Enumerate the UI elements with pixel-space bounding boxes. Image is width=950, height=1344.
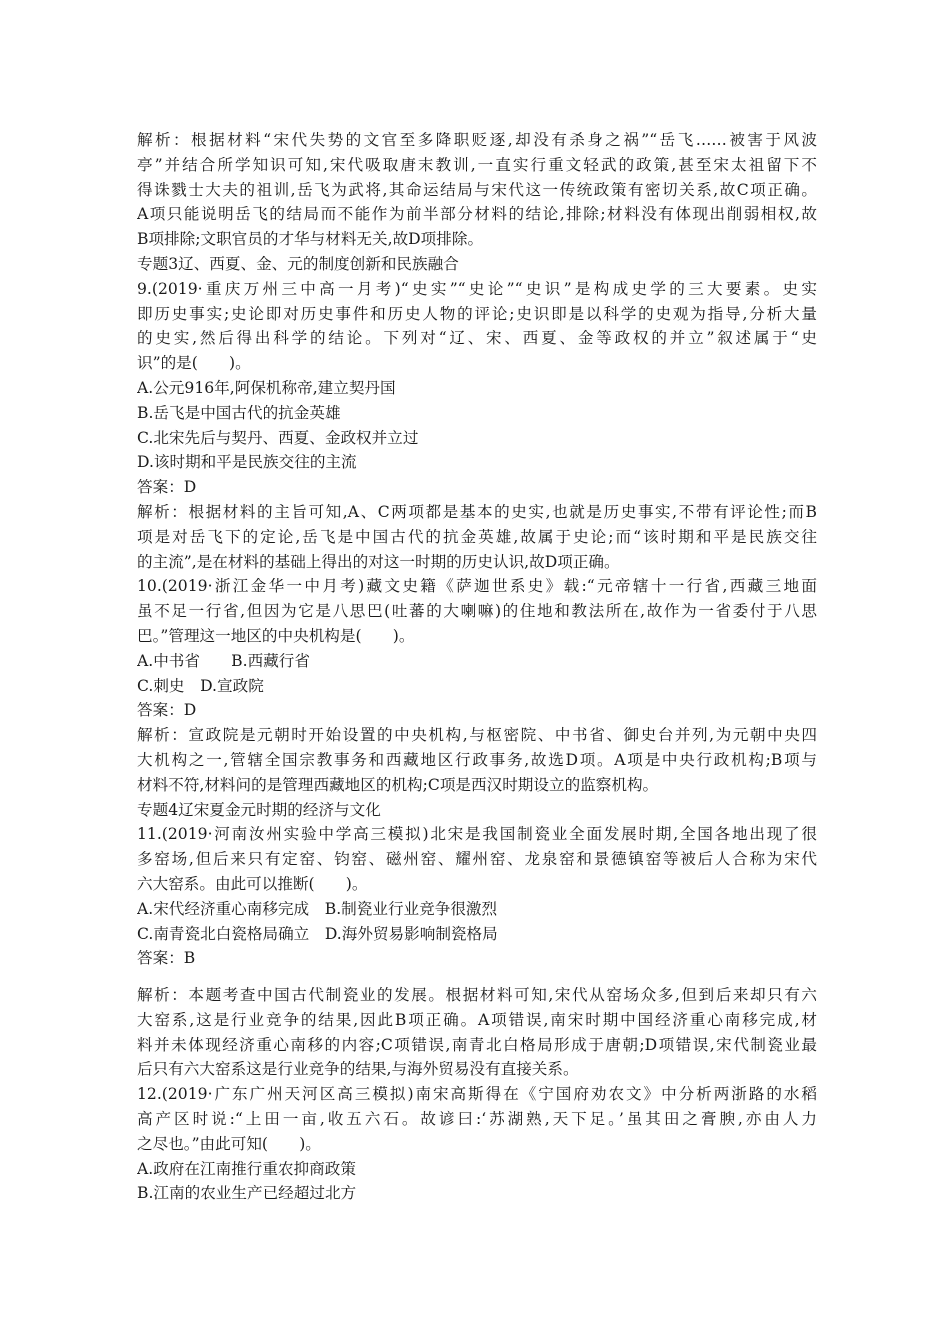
- text-line: 识”的是( )。: [137, 354, 251, 373]
- text-line: 大机构之一,管辖全国宗教事务和西藏地区行政事务,故选D项。A项是中央行政机构;B项与: [137, 750, 817, 769]
- text-line: 的史实,然后得出科学的结论。下列对“辽、宋、西夏、金等政权的并立”叙述属于“史: [137, 329, 817, 348]
- text-line: 的主流”,是在材料的基础上得出的对这一时期的历史认识,故D项正确。: [137, 552, 620, 571]
- text-line: B项排除;文职官员的才华与材料无关,故D项排除。: [137, 230, 484, 249]
- text-line: 材料不符,材料问的是管理西藏地区的机构;C项是西汉时期设立的监察机构。: [137, 775, 659, 794]
- text-line: 之尽也。”由此可知( )。: [137, 1134, 321, 1153]
- text-line: C.南青瓷北白瓷格局确立 D.海外贸易影响制瓷格局: [137, 924, 498, 943]
- text-line: 亭”并结合所学知识可知,宋代吸取唐末教训,一直实行重文轻武的政策,甚至宋太祖留下不: [137, 155, 817, 174]
- text-line: 11.(2019·河南汝州实验中学高三模拟)北宋是我国制瓷业全面发展时期,全国各地出现了很: [137, 825, 817, 844]
- text-line: 答案：D: [137, 701, 197, 720]
- text-line: 大窑系,这是行业竞争的结果,因此B项正确。A项错误,南宋时期中国经济重心南移完成,材: [137, 1010, 817, 1029]
- text-line: C.刺史 D.宣政院: [137, 676, 264, 695]
- text-line: 高产区时说:“上田一亩,收五六石。故谚曰:‘苏湖熟,天下足。’虽其田之膏腴,亦由人力: [137, 1109, 817, 1128]
- text-block-upper: [137, 128, 817, 971]
- text-line: 10.(2019·浙江金华一中月考)藏文史籍《萨迦世系史》载:“元帝辖十一行省,西藏三地面: [137, 577, 817, 596]
- text-line: 即历史事实;史论即对历史事件和历史人物的评论;史识即是以科学的史观为指导,分析大量: [137, 304, 817, 323]
- text-line: 虽不足一行省,但因为它是八思巴(吐蕃的大喇嘛)的住地和教法所在,故作为一省委付于八思: [137, 602, 817, 621]
- text-line: 解析：根据材料“宋代失势的文官至多降职贬逐,却没有杀身之祸”“岳飞……被害于风波: [137, 131, 817, 149]
- text-line: 专题4辽宋夏金元时期的经济与文化: [137, 800, 381, 819]
- text-line: A.政府在江南推行重农抑商政策: [137, 1159, 356, 1178]
- text-line: 12.(2019·广东广州天河区高三模拟)南宋高斯得在《宁国府劝农文》中分析两浙路的水稻: [137, 1085, 817, 1104]
- text-line: 解析：宣政院是元朝时开始设置的中央机构,与枢密院、中书省、御史台并列,为元朝中央四: [137, 726, 817, 745]
- text-block-lower: [137, 983, 817, 1206]
- text-line: C.北宋先后与契丹、西夏、金政权并立过: [137, 428, 419, 447]
- text-line: 解析：根据材料的主旨可知,A、C两项都是基本的史实,也就是历史事实,不带有评论性;而B: [137, 502, 817, 521]
- text-line: B.岳飞是中国古代的抗金英雄: [137, 403, 341, 422]
- text-line: 得诛戮士大夫的祖训,岳飞为武将,其命运结局与宋代这一传统政策有密切关系,故C项正确。: [137, 180, 817, 199]
- text-line: A.宋代经济重心南移完成 B.制瓷业行业竞争很激烈: [137, 899, 498, 918]
- text-line: 项是对岳飞下的定论,岳飞是中国古代的抗金英雄,故属于史论;而“该时期和平是民族交往: [137, 527, 817, 546]
- text-line: 解析：本题考查中国古代制瓷业的发展。根据材料可知,宋代从窑场众多,但到后来却只有六: [137, 986, 817, 1004]
- text-line: B.江南的农业生产已经超过北方: [137, 1184, 357, 1203]
- text-line: 巴。”管理这一地区的中央机构是( )。: [137, 626, 415, 645]
- text-line: 六大窑系。由此可以推断( )。: [137, 874, 368, 893]
- text-line: 9.(2019·重庆万州三中高一月考)“史实”“史论”“史识”是构成史学的三大要素。史实: [137, 279, 817, 298]
- text-line: 答案：D: [137, 478, 197, 497]
- text-line: A项只能说明岳飞的结局而不能作为前半部分材料的结论,排除;材料没有体现出削弱相权,故: [137, 205, 817, 224]
- text-line: 后只有六大窑系这是行业竞争的结果,与海外贸易没有直接关系。: [137, 1060, 579, 1079]
- text-line: 料并未体现经济重心南移的内容;C项错误,南青北白格局形成于唐朝;D项错误,宋代制瓷业最: [137, 1035, 817, 1054]
- text-line: A.公元916年,阿保机称帝,建立契丹国: [137, 378, 396, 397]
- text-line: A.中书省 B.西藏行省: [137, 651, 310, 670]
- text-line: D.该时期和平是民族交往的主流: [137, 453, 357, 472]
- text-line: 答案：B: [137, 949, 196, 968]
- text-line: 专题3辽、西夏、金、元的制度创新和民族融合: [137, 254, 459, 273]
- text-line: 多窑场,但后来只有定窑、钧窑、磁州窑、耀州窑、龙泉窑和景德镇窑等被后人合称为宋代: [137, 850, 817, 869]
